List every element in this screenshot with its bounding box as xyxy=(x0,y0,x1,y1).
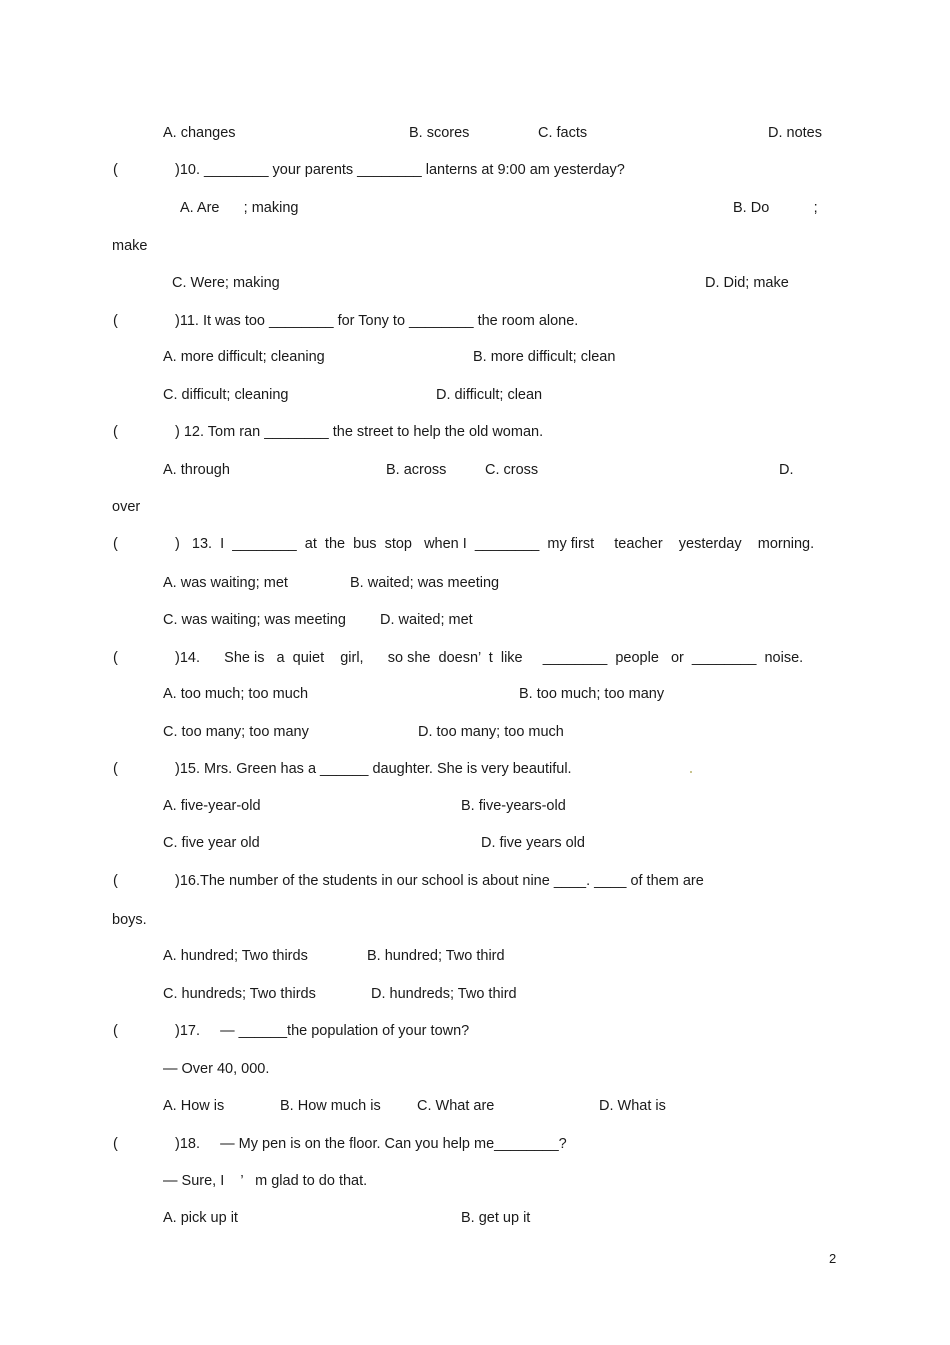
q16-stem: )16.The number of the students in our school is about nine ____. ____ of them are xyxy=(175,873,704,889)
q13-option-d: D. waited; met xyxy=(380,612,473,628)
q10-option-a: A. Are ; making xyxy=(180,200,299,216)
q17-option-b: B. How much is xyxy=(280,1098,381,1114)
q17-option-a: A. How is xyxy=(163,1098,225,1114)
q12-option-d: D. xyxy=(779,462,794,478)
q14-option-b: B. too much; too many xyxy=(519,686,665,702)
q12-stem: ) 12. Tom ran ________ the street to help the old woman. xyxy=(175,424,544,440)
q15-option-d: D. five years old xyxy=(481,835,585,851)
q10-option-c: C. Were; making xyxy=(172,275,280,291)
q11-option-b: B. more difficult; clean xyxy=(473,349,616,365)
q18-option-b: B. get up it xyxy=(461,1210,531,1226)
q12-option-d-continued: over xyxy=(112,499,141,515)
q17-option-c: C. What are xyxy=(417,1098,495,1114)
q17-stem: )17. — ______the population of your town? xyxy=(175,1023,470,1039)
q16-option-d: D. hundreds; Two third xyxy=(371,986,517,1002)
q15-option-a: A. five-year-old xyxy=(163,798,261,814)
q10-option-b: B. Do ; xyxy=(733,200,818,216)
q12-option-b: B. across xyxy=(386,462,447,478)
q9-option-b: B. scores xyxy=(409,125,470,141)
page-number: 2 xyxy=(829,1251,837,1266)
q15-stem: )15. Mrs. Green has a ______ daughter. She is very beautiful. xyxy=(175,761,572,777)
q15-option-b: B. five-years-old xyxy=(461,798,566,814)
q9-option-a: A. changes xyxy=(163,125,236,141)
q11-stem: )11. It was too ________ for Tony to ________ the room alone. xyxy=(175,313,579,329)
q10-answer-paren: ( xyxy=(113,162,118,178)
stray-mark xyxy=(690,771,692,773)
q16-answer-paren: ( xyxy=(113,873,118,889)
q11-option-c: C. difficult; cleaning xyxy=(163,387,289,403)
q13-stem: ) 13. I ________ at the bus stop when I ________ my first teacher yesterday morning. xyxy=(175,536,815,552)
q11-option-d: D. difficult; clean xyxy=(436,387,543,403)
q10-option-d: D. Did; make xyxy=(705,275,789,291)
q9-option-d: D. notes xyxy=(768,125,822,141)
q9-option-c: C. facts xyxy=(538,125,588,141)
q15-answer-paren: ( xyxy=(113,761,118,777)
q14-stem: )14. She is a quiet girl, so she doesn’ t like ________ people or ________ noise. xyxy=(175,650,804,666)
q13-answer-paren: ( xyxy=(113,536,118,552)
q14-answer-paren: ( xyxy=(113,650,118,666)
q17-answer-paren: ( xyxy=(113,1023,118,1039)
q11-answer-paren: ( xyxy=(113,313,118,329)
q12-option-c: C. cross xyxy=(485,462,539,478)
q16-option-a: A. hundred; Two thirds xyxy=(163,948,308,964)
q10-option-b-continued: make xyxy=(112,238,148,254)
q10-stem: )10. ________ your parents ________ lanterns at 9:00 am yesterday? xyxy=(175,162,625,178)
q14-option-c: C. too many; too many xyxy=(163,724,309,740)
q14-option-d: D. too many; too much xyxy=(418,724,564,740)
q13-option-b: B. waited; was meeting xyxy=(350,575,500,591)
q13-option-c: C. was waiting; was meeting xyxy=(163,612,346,628)
q16-option-c: C. hundreds; Two thirds xyxy=(163,986,316,1002)
q18-option-a: A. pick up it xyxy=(163,1210,238,1226)
q17-reply: — Over 40, 000. xyxy=(163,1061,270,1077)
q11-option-a: A. more difficult; cleaning xyxy=(163,349,325,365)
q12-option-a: A. through xyxy=(163,462,230,478)
q12-answer-paren: ( xyxy=(113,424,118,440)
q18-reply: — Sure, I ’ m glad to do that. xyxy=(163,1173,368,1189)
q16-stem-continued: boys. xyxy=(112,912,147,928)
q15-option-c: C. five year old xyxy=(163,835,260,851)
q18-answer-paren: ( xyxy=(113,1136,118,1152)
q16-option-b: B. hundred; Two third xyxy=(367,948,505,964)
q18-stem: )18. — My pen is on the floor. Can you help me________? xyxy=(175,1136,567,1152)
q13-option-a: A. was waiting; met xyxy=(163,575,288,591)
q14-option-a: A. too much; too much xyxy=(163,686,309,702)
q17-option-d: D. What is xyxy=(599,1098,666,1114)
